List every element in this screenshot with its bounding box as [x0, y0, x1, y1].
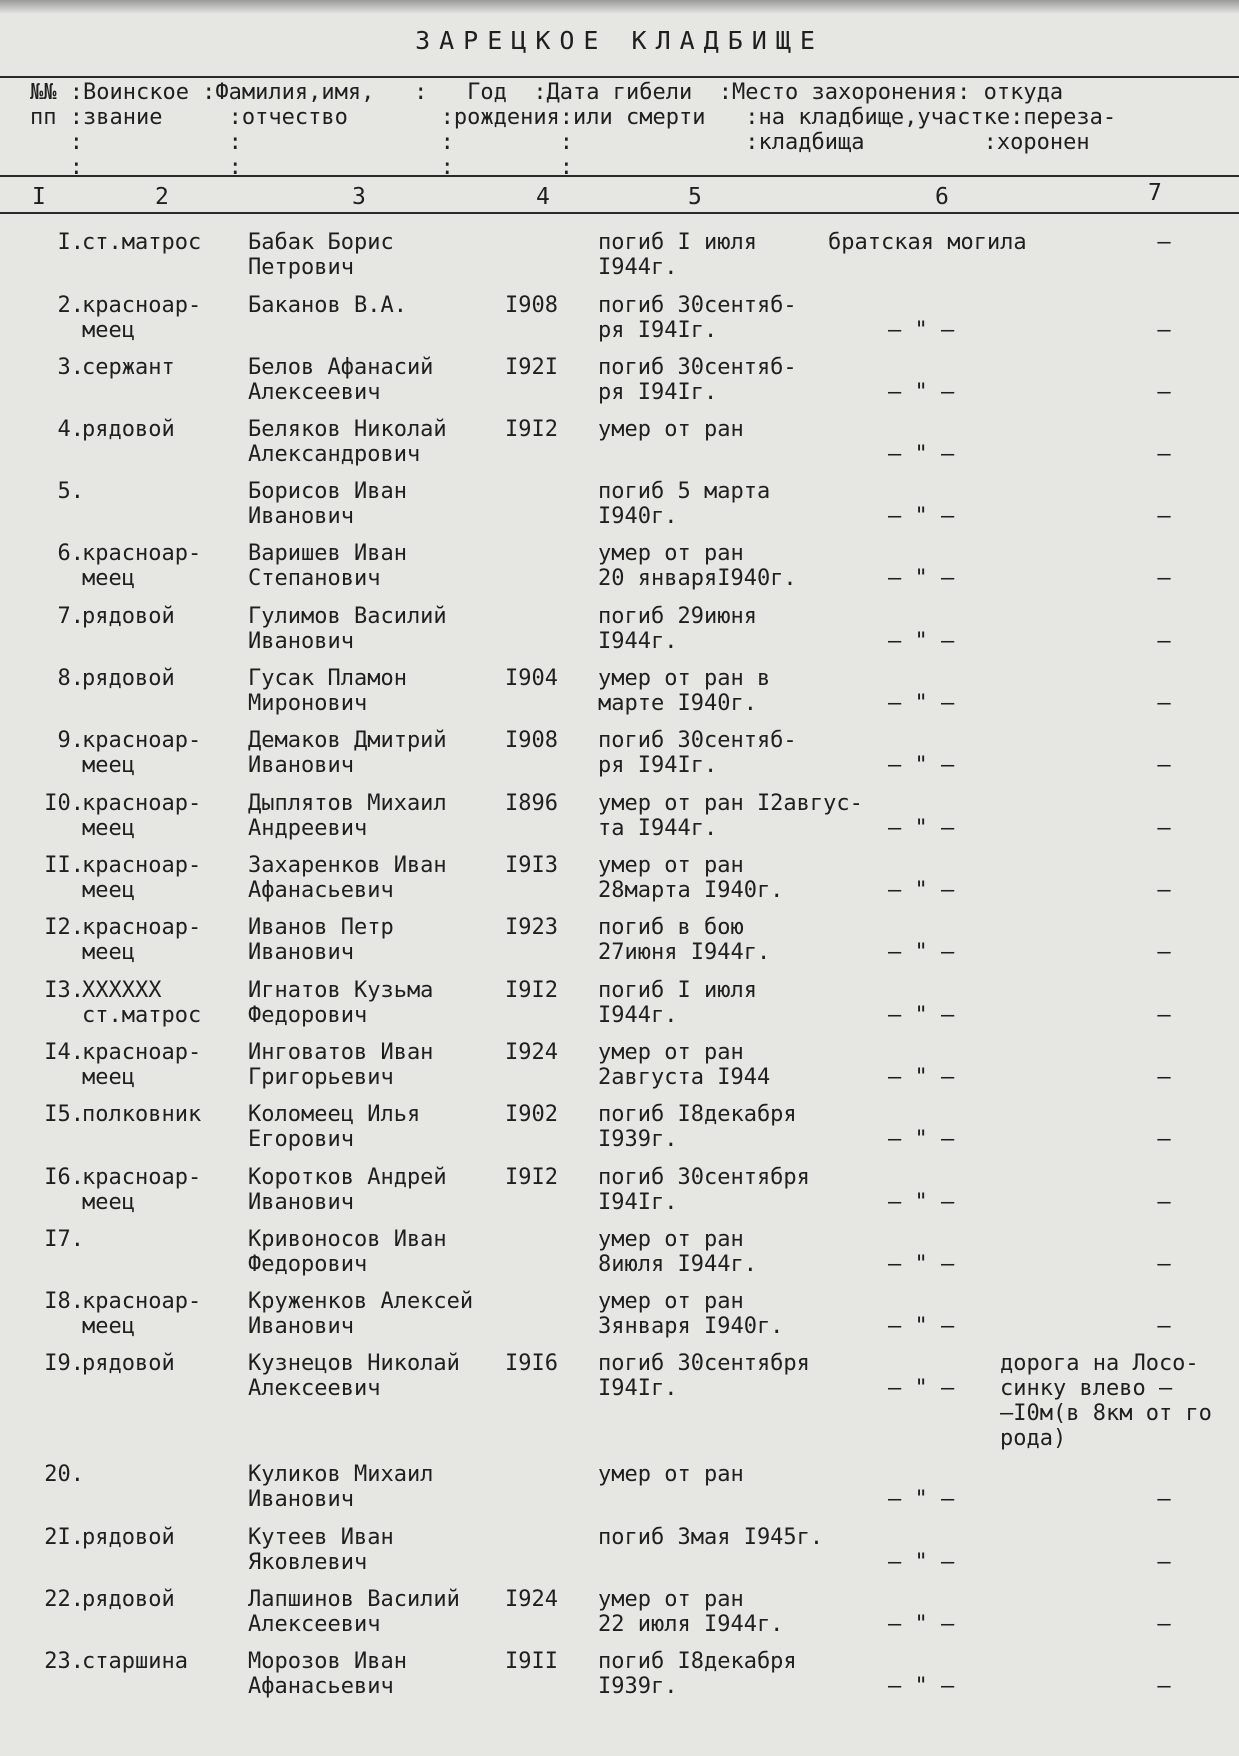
name-cell: Варишев Иван Степанович: [248, 541, 407, 591]
row-number: I7.: [44, 1227, 84, 1252]
column-number: 2: [155, 184, 169, 210]
reburied-from-cell: –: [1157, 1127, 1171, 1152]
reburied-from-cell: –: [1157, 1612, 1171, 1637]
death-date-cell: погиб 30сентября I94Iг.: [598, 1165, 810, 1215]
birth-year-cell: I904: [505, 666, 558, 691]
burial-place-cell: – " –: [888, 566, 955, 591]
rank-cell: ст.матрос: [82, 230, 202, 255]
name-cell: Игнатов Кузьма Федорович: [248, 978, 434, 1028]
row-number: II.: [44, 853, 84, 878]
death-date-cell: умер от ран: [598, 417, 744, 442]
reburied-from-cell: –: [1157, 1190, 1171, 1215]
burial-place-cell: – " –: [888, 940, 955, 965]
birth-year-cell: I9II: [505, 1649, 558, 1674]
birth-year-cell: I9I2: [505, 978, 558, 1003]
rank-cell: полковник: [82, 1102, 202, 1127]
row-number: 2.: [57, 293, 84, 318]
rank-cell: красноар- меец: [82, 791, 202, 841]
header-rule-bottom: [0, 212, 1239, 214]
death-date-cell: погиб I8декабря I939г.: [598, 1102, 797, 1152]
name-cell: Гусак Пламон Миронович: [248, 666, 407, 716]
column-number: 4: [536, 184, 550, 210]
row-number: I9.: [44, 1351, 84, 1376]
name-cell: Кузнецов Николай Алексеевич: [248, 1351, 460, 1401]
reburied-from-cell: –: [1157, 691, 1171, 716]
rank-cell: красноар- меец: [82, 915, 202, 965]
name-cell: Кривоносов Иван Федорович: [248, 1227, 447, 1277]
name-cell: Бабак Борис Петрович: [248, 230, 394, 280]
row-number: 2I.: [44, 1525, 84, 1550]
rank-cell: красноар- меец: [82, 853, 202, 903]
row-number: 9.: [57, 728, 84, 753]
burial-place-cell: – " –: [888, 1314, 955, 1339]
burial-place-cell: – " –: [888, 1550, 955, 1575]
name-cell: Инговатов Иван Григорьевич: [248, 1040, 434, 1090]
name-cell: Круженков Алексей Иванович: [248, 1289, 474, 1339]
name-cell: Демаков Дмитрий Иванович: [248, 728, 447, 778]
reburied-from-cell: –: [1157, 940, 1171, 965]
death-date-cell: умер от ран 8июля I944г.: [598, 1227, 757, 1277]
row-number: 6.: [57, 541, 84, 566]
rank-cell: рядовой: [82, 417, 175, 442]
top-shadow: [0, 0, 1239, 14]
row-number: 20.: [44, 1462, 84, 1487]
death-date-cell: умер от ран в марте I940г.: [598, 666, 771, 716]
name-cell: Иванов Петр Иванович: [248, 915, 394, 965]
rank-cell: красноар- меец: [82, 1289, 202, 1339]
death-date-cell: погиб в бою 27июня I944г.: [598, 915, 771, 965]
death-date-cell: умер от ран 2августа I944: [598, 1040, 771, 1090]
row-number: 23.: [44, 1649, 84, 1674]
death-date-cell: погиб I июля I944г.: [598, 230, 757, 280]
column-number: 7: [1148, 180, 1162, 206]
death-date-cell: умер от ран 22 июля I944г.: [598, 1587, 784, 1637]
burial-place-cell: – " –: [888, 1065, 955, 1090]
birth-year-cell: I908: [505, 728, 558, 753]
table-header: №№ :Воинское :Фамилия,имя, : Год :Дата гибели :Место захоронения: откуда пп :звание :отчество :рождения:или смерти :на кладбище,участке:переза- : : : : :кладбища :хоронен : : : :: [30, 80, 1117, 180]
rank-cell: сержант: [82, 355, 175, 380]
header-rule-top: [0, 76, 1239, 78]
row-number: I.: [57, 230, 84, 255]
burial-place-cell: – " –: [888, 629, 955, 654]
name-cell: Захаренков Иван Афанасьевич: [248, 853, 447, 903]
rank-cell: красноар- меец: [82, 1165, 202, 1215]
page-title: ЗАРЕЦКОЕ КЛАДБИЩЕ: [415, 26, 824, 55]
burial-place-cell: – " –: [888, 504, 955, 529]
death-date-cell: умер от ран: [598, 1462, 744, 1487]
reburied-from-cell: –: [1157, 1003, 1171, 1028]
name-cell: Гулимов Василий Иванович: [248, 604, 447, 654]
reburied-from-cell: –: [1157, 1314, 1171, 1339]
death-date-cell: погиб 29июня I944г.: [598, 604, 757, 654]
burial-place-cell: – " –: [888, 318, 955, 343]
death-date-cell: погиб I8декабря I939г.: [598, 1649, 797, 1699]
reburied-from-cell: –: [1157, 566, 1171, 591]
name-cell: Коротков Андрей Иванович: [248, 1165, 447, 1215]
birth-year-cell: I924: [505, 1040, 558, 1065]
death-date-cell: умер от ран 3января I940г.: [598, 1289, 784, 1339]
birth-year-cell: I902: [505, 1102, 558, 1127]
column-number: I: [32, 184, 46, 210]
burial-place-cell: – " –: [888, 1487, 955, 1512]
rank-cell: красноар- меец: [82, 293, 202, 343]
birth-year-cell: I924: [505, 1587, 558, 1612]
rank-cell: ХХХХХХ ст.матрос: [82, 978, 202, 1028]
birth-year-cell: I9I6: [505, 1351, 558, 1376]
rank-cell: рядовой: [82, 666, 175, 691]
reburied-from-cell: дорога на Лосо- синку влево – –I0м(в 8км от го рода): [1000, 1351, 1212, 1451]
reburied-from-cell: –: [1157, 753, 1171, 778]
birth-year-cell: I923: [505, 915, 558, 940]
row-number: I2.: [44, 915, 84, 940]
row-number: 8.: [57, 666, 84, 691]
row-number: 7.: [57, 604, 84, 629]
burial-place-cell: – " –: [888, 1612, 955, 1637]
birth-year-cell: I9I2: [505, 1165, 558, 1190]
row-number: I6.: [44, 1165, 84, 1190]
rank-cell: рядовой: [82, 604, 175, 629]
reburied-from-cell: –: [1157, 1252, 1171, 1277]
name-cell: Борисов Иван Иванович: [248, 479, 407, 529]
burial-place-cell: – " –: [888, 380, 955, 405]
name-cell: Коломеец Илья Егорович: [248, 1102, 421, 1152]
reburied-from-cell: –: [1157, 1674, 1171, 1699]
row-number: I4.: [44, 1040, 84, 1065]
death-date-cell: погиб 3мая I945г.: [598, 1525, 824, 1550]
birth-year-cell: I908: [505, 293, 558, 318]
birth-year-cell: I9I3: [505, 853, 558, 878]
row-number: 3.: [57, 355, 84, 380]
reburied-from-cell: –: [1157, 878, 1171, 903]
burial-place-cell: – " –: [888, 1376, 955, 1401]
row-number: I0.: [44, 791, 84, 816]
rank-cell: красноар- меец: [82, 1040, 202, 1090]
name-cell: Белов Афанасий Алексеевич: [248, 355, 434, 405]
rank-cell: красноар- меец: [82, 541, 202, 591]
burial-place-cell: – " –: [888, 1003, 955, 1028]
column-number: 5: [688, 184, 702, 210]
death-date-cell: умер от ран I2авгус- та I944г.: [598, 791, 863, 841]
reburied-from-cell: –: [1157, 816, 1171, 841]
death-date-cell: погиб I июля I944г.: [598, 978, 757, 1028]
reburied-from-cell: –: [1157, 230, 1171, 255]
burial-place-cell: – " –: [888, 1190, 955, 1215]
burial-place-cell: – " –: [888, 1674, 955, 1699]
rank-cell: старшина: [82, 1649, 188, 1674]
death-date-cell: умер от ран 28марта I940г.: [598, 853, 784, 903]
reburied-from-cell: –: [1157, 1550, 1171, 1575]
name-cell: Дыплятов Михаил Андреевич: [248, 791, 447, 841]
name-cell: Баканов В.А.: [248, 293, 407, 318]
reburied-from-cell: –: [1157, 442, 1171, 467]
death-date-cell: погиб 30сентяб- ря I94Iг.: [598, 355, 797, 405]
name-cell: Беляков Николай Александрович: [248, 417, 447, 467]
row-number: 22.: [44, 1587, 84, 1612]
rank-cell: рядовой: [82, 1525, 175, 1550]
name-cell: Морозов Иван Афанасьевич: [248, 1649, 407, 1699]
name-cell: Лапшинов Василий Алексеевич: [248, 1587, 460, 1637]
name-cell: Куликов Михаил Иванович: [248, 1462, 434, 1512]
death-date-cell: умер от ран 20 январяI940г.: [598, 541, 797, 591]
birth-year-cell: I92I: [505, 355, 558, 380]
burial-place-cell: – " –: [888, 442, 955, 467]
reburied-from-cell: –: [1157, 629, 1171, 654]
column-number: 3: [352, 184, 366, 210]
reburied-from-cell: –: [1157, 318, 1171, 343]
row-number: I3.: [44, 978, 84, 1003]
death-date-cell: погиб 30сентяб- ря I94Iг.: [598, 293, 797, 343]
death-date-cell: погиб 30сентяб- ря I94Iг.: [598, 728, 797, 778]
reburied-from-cell: –: [1157, 504, 1171, 529]
header-rule-middle: [0, 175, 1239, 177]
name-cell: Кутеев Иван Яковлевич: [248, 1525, 394, 1575]
burial-place-cell: – " –: [888, 1127, 955, 1152]
reburied-from-cell: –: [1157, 380, 1171, 405]
birth-year-cell: I9I2: [505, 417, 558, 442]
reburied-from-cell: –: [1157, 1487, 1171, 1512]
burial-place-cell: – " –: [888, 691, 955, 716]
death-date-cell: погиб 5 марта I940г.: [598, 479, 771, 529]
reburied-from-cell: –: [1157, 1065, 1171, 1090]
rank-cell: рядовой: [82, 1587, 175, 1612]
rank-cell: красноар- меец: [82, 728, 202, 778]
burial-place-cell: – " –: [888, 1252, 955, 1277]
rank-cell: рядовой: [82, 1351, 175, 1376]
row-number: I5.: [44, 1102, 84, 1127]
birth-year-cell: I896: [505, 791, 558, 816]
row-number: I8.: [44, 1289, 84, 1314]
column-number: 6: [935, 184, 949, 210]
burial-place-cell: – " –: [888, 753, 955, 778]
row-number: 4.: [57, 417, 84, 442]
row-number: 5.: [57, 479, 84, 504]
death-date-cell: погиб 30сентября I94Iг.: [598, 1351, 810, 1401]
burial-place-cell: – " –: [888, 878, 955, 903]
burial-place-cell: братская могила: [828, 230, 1027, 255]
burial-place-cell: – " –: [888, 816, 955, 841]
